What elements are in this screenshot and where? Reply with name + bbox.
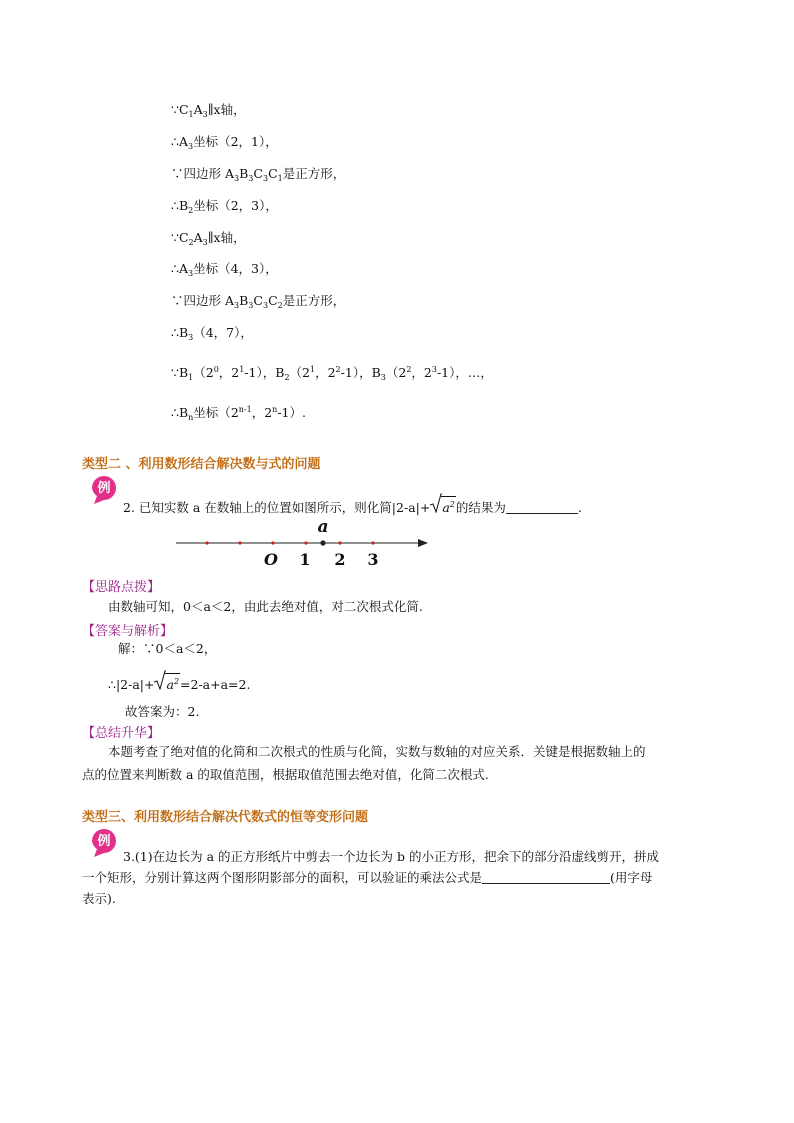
- sub: 3: [187, 269, 194, 278]
- tick-dot: [205, 541, 208, 544]
- answer-line-1: 解：∵0＜a＜2，: [118, 641, 217, 656]
- badge-label: 例: [97, 834, 111, 849]
- text: 坐标（: [193, 405, 231, 420]
- sub: 2: [188, 206, 194, 215]
- tick-dot: [371, 541, 374, 544]
- b-pattern-line: $\because B_1(2^0$，$2^1-1$），$B_2(2^1$，$2^2-1$），$B_3(2^2$，$2^3-1$），…，: [171, 365, 493, 382]
- tick-label-2: 2: [334, 550, 346, 569]
- text: C: [253, 166, 263, 181]
- answer-line-2: [108, 673, 250, 693]
- section3-heading: 类型三、利用数形结合解决代数式的恒等变形问题: [82, 810, 369, 825]
- tick-dot: [271, 541, 274, 544]
- text: 坐标（2，3），: [193, 198, 278, 213]
- text: a: [166, 677, 174, 692]
- number-line: [170, 512, 440, 572]
- tick-label-3: 3: [367, 550, 379, 569]
- sub: 2: [188, 238, 194, 247]
- tick-dot: [338, 541, 341, 544]
- question-3-line-2: [82, 870, 652, 886]
- summary-line-2: 点的位置来判断数 a 的取值范围，根据取值范围去绝对值，化简二次根式.: [82, 767, 489, 782]
- sup: 2: [449, 500, 455, 509]
- sub: 3: [262, 301, 269, 310]
- text: C: [268, 166, 278, 181]
- text: =2-a+a=2.: [180, 677, 251, 692]
- text: C: [253, 293, 263, 308]
- answer-blank[interactable]: [482, 871, 610, 884]
- sub: 3: [248, 301, 254, 310]
- tick-label-1: 1: [299, 550, 311, 569]
- text: (用字母: [610, 870, 653, 885]
- text: 一个矩形，分别计算这两个图形阴影部分的面积，可以验证的乘法公式是: [82, 870, 483, 885]
- sup: 2: [335, 365, 341, 374]
- answer-line-3: 故答案为：2.: [125, 704, 200, 719]
- sup: n-1: [238, 405, 252, 414]
- sub: 3: [187, 142, 194, 151]
- sub: 2: [284, 373, 290, 382]
- answer-blank[interactable]: [506, 501, 578, 514]
- text: ∴A: [171, 261, 188, 276]
- text: 的结果为: [455, 500, 506, 515]
- example-badge: [88, 824, 120, 862]
- sub: 1: [188, 110, 194, 119]
- text: B: [239, 293, 249, 308]
- proof-line-2: [171, 134, 278, 155]
- text: a: [442, 500, 450, 515]
- text: …，: [467, 365, 493, 380]
- text: B: [239, 166, 249, 181]
- text: ∴A: [171, 134, 188, 149]
- text: ∴B: [171, 325, 189, 340]
- text: 坐标（2，1），: [193, 134, 278, 149]
- text: ∵C: [171, 230, 189, 245]
- bn-line: $\therefore B_n$坐标（2$^{n-1}$，2$^n$-1）.: [171, 405, 306, 422]
- text: .: [577, 500, 582, 515]
- question-3-line-1: 3.(1)在边长为 a 的正方形纸片中剪去一个边长为 b 的小正方形，把余下的部分沿虚线剪开，拼成: [123, 849, 659, 864]
- tag-summary: 【总结升华】: [82, 726, 161, 741]
- sub: 3: [202, 110, 208, 119]
- text: A: [193, 102, 203, 117]
- text: ∵四边形 A: [171, 293, 235, 308]
- sub: 3: [188, 333, 194, 342]
- point-a-dot: [320, 540, 325, 545]
- sub: 1: [277, 174, 283, 183]
- sup: 2: [406, 365, 412, 374]
- proof-line-6: [171, 261, 278, 282]
- text: ∴|2-a|+: [108, 677, 155, 692]
- sub: 3: [380, 373, 386, 382]
- tick-label-0: O: [264, 550, 278, 569]
- tag-answer: 【答案与解析】: [82, 624, 174, 639]
- sup: 0: [213, 365, 219, 374]
- sub: 3: [248, 174, 254, 183]
- text: ∥x轴，: [207, 102, 246, 117]
- text: ∵四边形 A: [171, 166, 235, 181]
- example-badge-icon: [88, 824, 120, 858]
- text: （4，7），: [193, 325, 253, 340]
- hint-text: 由数轴可知，0＜a＜2，由此去绝对值，对二次根式化简.: [108, 599, 423, 614]
- text: C: [268, 293, 278, 308]
- sub: 3: [262, 174, 269, 183]
- text: ∵C: [171, 102, 189, 117]
- sub: n: [188, 413, 194, 422]
- proof-line-7: [171, 293, 345, 314]
- text: ∴B: [171, 198, 189, 213]
- text: 是正方形，: [282, 166, 346, 181]
- question-3-line-3: 表示).: [82, 891, 116, 906]
- tick-dot: [304, 541, 307, 544]
- text: 2. 已知实数 a 在数轴上的位置如图所示，则化简|2-a|+: [123, 500, 431, 515]
- proof-line-4: [171, 198, 278, 219]
- text: -1）.: [277, 405, 306, 420]
- proof-line-8: [171, 325, 253, 346]
- axis-arrow: [418, 539, 428, 547]
- sub: 3: [202, 238, 208, 247]
- section2-heading: 类型二 、利用数形结合解决数与式的问题: [82, 457, 321, 472]
- text: 是正方形，: [282, 293, 346, 308]
- sub: 1: [188, 373, 194, 382]
- example-badge: [88, 471, 120, 509]
- sub: 2: [277, 301, 283, 310]
- badge-label: 例: [97, 481, 111, 496]
- proof-line-1: [171, 102, 246, 123]
- sub: 3: [234, 301, 240, 310]
- text: A: [193, 230, 203, 245]
- point-a-label: a: [317, 517, 329, 537]
- text: ∵B: [171, 365, 189, 380]
- text: 坐标（4，3），: [193, 261, 278, 276]
- proof-line-5: [171, 230, 246, 251]
- tick-dot: [238, 541, 241, 544]
- proof-line-3: [171, 166, 345, 187]
- text: ∴B: [171, 405, 189, 420]
- summary-line-1: 本题考查了绝对值的化简和二次根式的性质与化简，实数与数轴的对应关系．关键是根据数轴上的: [108, 744, 646, 759]
- sqrt-expression: [154, 673, 180, 693]
- sup: 1: [310, 365, 316, 374]
- sub: 3: [234, 174, 240, 183]
- example-badge-icon: [88, 471, 120, 505]
- sup: 1: [239, 365, 245, 374]
- text: ∥x轴，: [207, 230, 246, 245]
- sup: 3: [431, 365, 437, 374]
- sup: n: [272, 405, 278, 414]
- tag-hint: 【思路点拨】: [82, 580, 161, 595]
- sup: 2: [173, 677, 180, 686]
